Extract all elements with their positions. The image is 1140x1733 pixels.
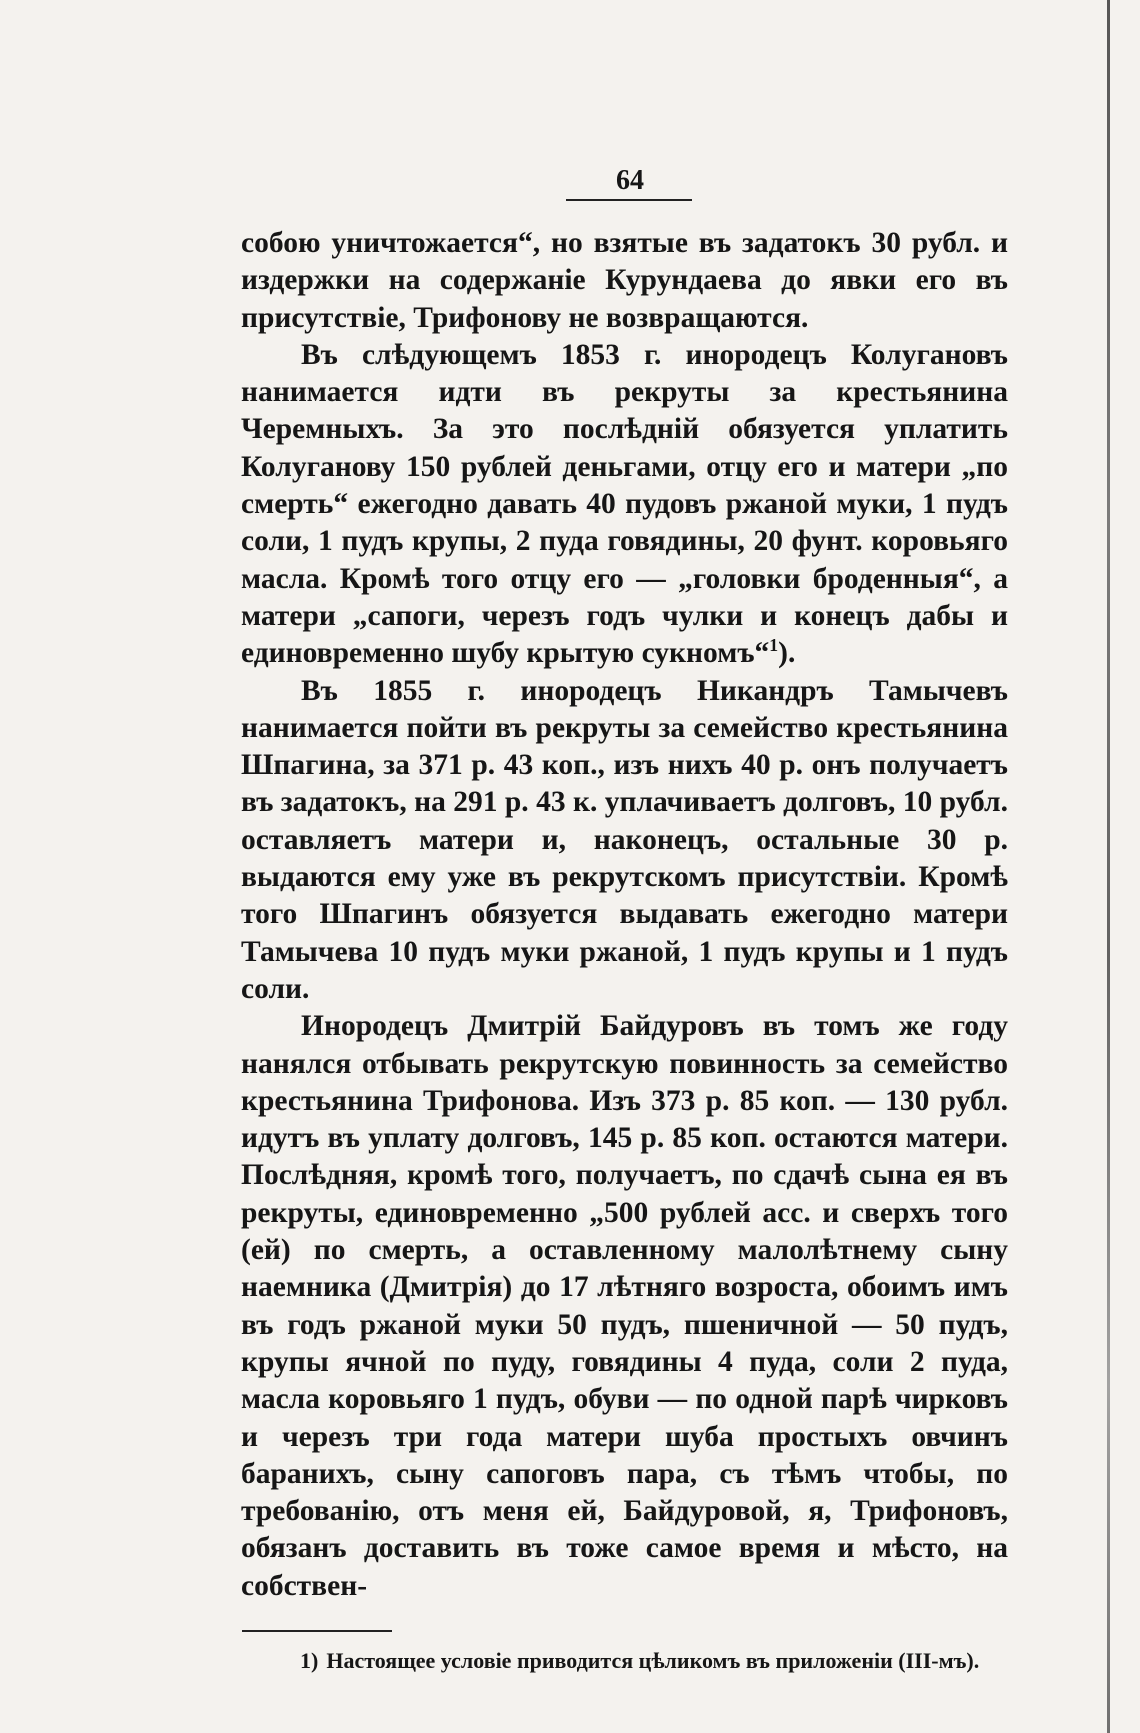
footnote-rule bbox=[242, 1630, 392, 1632]
paragraph-2 bbox=[241, 337, 1008, 673]
paragraph-2-text: Въ слѣдующемъ 1853 г. инородецъ Колугановъ нанимается идти въ рекруты за крестьянина Черемныхъ. За это послѣдній обязуется уплатить Колуганову 150 рублей деньгами, отцу его и матери „по смерть“ ежегодно давать 40 пудовъ ржаной муки, 1 пудъ соли, 1 пудъ крупы, 2 пуда говядины, 20 фунт. коровьяго масла. Кромѣ того отцу его — „головки броденныя“, а матери „сапоги, черезъ годъ чулки и конецъ дабы и единовременно шубу крытую сукномъ“ bbox=[241, 338, 1008, 670]
footnote bbox=[300, 1647, 1020, 1675]
paragraph-1: собою уничтожается“, но взятые въ задатокъ 30 рубл. и издержки на содержаніе Курундаева до явки его въ присутствіе, Трифонову не возвращаются. bbox=[241, 227, 1008, 334]
page-number-rule bbox=[566, 199, 692, 201]
paragraph-2-tail: ). bbox=[778, 637, 796, 670]
paragraph-4: Инородецъ Дмитрій Байдуровъ въ томъ же году нанялся отбывать рекрутскую повинность за семейство крестьянина Трифонова. Изъ 373 р. 85 коп. — 130 рубл. идутъ въ уплату долговъ, 145 р. 85 коп. остаются матери. Послѣдняя, кромѣ того, получаетъ, по сдачѣ сына ея въ рекруты, единовременно „500 рублей асс. и сверхъ того (ей) по смерть, а оставленному малолѣтнему сыну наемника (Дмитрія) до 17 лѣтняго возроста, обоимъ имъ въ годъ ржаной муки 50 пудъ, пшеничной — 50 пудъ, крупы ячной по пуду, говядины 4 пуда, соли 2 пуда, масла коровьяго 1 пудъ, обуви — по одной парѣ чирковъ и черезъ три года матери шуба простыхъ овчинъ баранихъ, сыну сапоговъ пара, съ тѣмъ чтобы, по требованію, отъ меня ей, Байдуровой, я, Трифоновъ, обязанъ доставить въ тоже самое время и мѣсто, на собствен- bbox=[241, 1010, 1008, 1602]
footnote-text: Настоящее условіе приводится цѣликомъ въ приложеніи (III-мъ). bbox=[326, 1648, 980, 1673]
page-edge-shadow bbox=[1107, 0, 1110, 1733]
footnote-reference: 1 bbox=[769, 635, 779, 656]
paragraph-3: Въ 1855 г. инородецъ Никандръ Тамычевъ нанимается пойти въ рекруты за семейство крестьянина Шпагина, за 371 р. 43 коп., изъ нихъ 40 р. онъ получаетъ въ задатокъ, на 291 р. 43 к. уплачиваетъ долговъ, 10 рубл. оставляетъ матери и, наконецъ, остальные 30 р. выдаются ему уже въ рекрутскомъ присутствіи. Кромѣ того Шпагинъ обязуется выдавать ежегодно матери Тамычева 10 пудъ муки ржаной, 1 пудъ крупы и 1 пудъ соли. bbox=[241, 674, 1008, 1005]
page-number: 64 bbox=[616, 165, 644, 196]
footnote-mark: 1) bbox=[300, 1648, 319, 1673]
body-text bbox=[241, 225, 1008, 1605]
